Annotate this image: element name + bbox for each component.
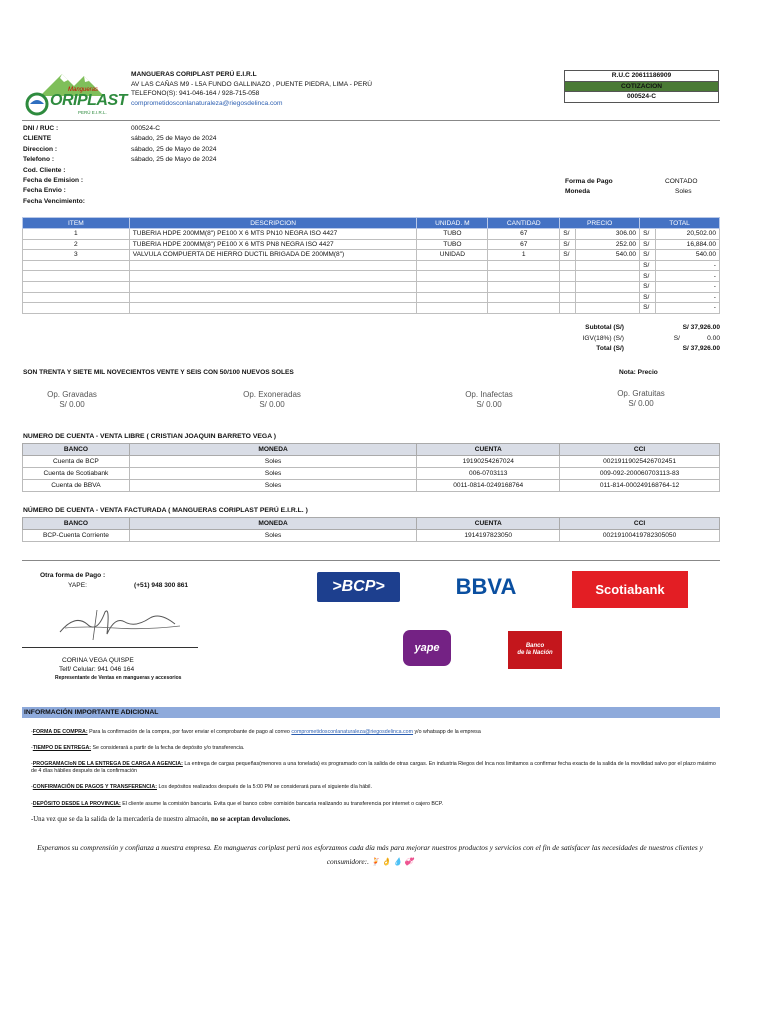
col-qty: CANTIDAD — [488, 218, 560, 229]
subtotal-label: Subtotal (S/) — [585, 324, 624, 331]
item-row — [23, 229, 720, 240]
signer-phone: Telf/ Celular: 941 046 164 — [59, 666, 135, 673]
divider — [22, 560, 720, 561]
col-desc: DESCRIPCION — [129, 218, 417, 229]
item-item — [23, 303, 130, 314]
doc-type: COTIZACION — [564, 82, 719, 93]
item-row — [23, 292, 720, 303]
item-cur — [560, 260, 576, 271]
item-item — [23, 271, 130, 282]
item-cur2: S/ — [640, 292, 656, 303]
item-price — [576, 281, 640, 292]
item-desc — [129, 292, 417, 303]
item-row — [23, 303, 720, 314]
client-row — [23, 197, 216, 207]
item-unit: TUBO — [417, 239, 488, 250]
item-cur2: S/ — [640, 260, 656, 271]
account-bank: BCP-Cuenta Corriente — [23, 530, 130, 542]
item-unit — [417, 292, 488, 303]
item-total: - — [656, 292, 720, 303]
totals-block — [548, 323, 720, 355]
op-gravadas: Op. Gravadas S/ 0.00 — [47, 390, 97, 409]
logo-text: ORIPLAST — [50, 92, 127, 109]
item-total: - — [656, 303, 720, 314]
note-devoluciones: -Una vez que se da la salida de la mercadería de nuestro almacén, no se aceptan devoluciones. — [31, 816, 291, 823]
client-info — [23, 124, 216, 207]
ruc-box — [564, 70, 719, 103]
company-address: AV LAS CAÑAS M9 - L5A FUNDO GALLINAZO , PUENTE PIEDRA, LIMA - PERÚ — [131, 80, 372, 88]
note-forma-compra: -FORMA DE COMPRA: Para la confirmación de la compra, por favor enviar el comprobante de pago al correo comprometidosconlanaturaleza@riegosdelinca.com y/o whatsapp de la empresa — [31, 729, 481, 735]
account-account: 19190254267024 — [417, 456, 560, 468]
total-label: Total (S/) — [596, 345, 624, 352]
client-row — [23, 134, 216, 144]
item-cur — [560, 292, 576, 303]
account-bank: Cuenta de Scotiabank — [23, 468, 130, 480]
item-cur2: S/ — [640, 239, 656, 250]
account-row — [23, 530, 720, 542]
item-price — [576, 260, 640, 271]
logo-subtext: PERÚ E.I.R.L. — [78, 110, 107, 115]
item-cur2: S/ — [640, 250, 656, 261]
item-price: 540.00 — [576, 250, 640, 261]
client-value: sábado, 25 de Mayo de 2024 — [131, 156, 217, 164]
item-total: - — [656, 271, 720, 282]
note-confirmacion: -CONFIRMACIÓN DE PAGOS Y TRANSFERENCIA: Los depósitos realizados después de la 5:00 PM se considerará para el siguiente día hábil. — [31, 784, 372, 790]
account-currency: Soles — [129, 530, 416, 542]
item-cur2: S/ — [640, 303, 656, 314]
item-row — [23, 281, 720, 292]
signature-icon — [55, 604, 185, 644]
col-price: PRECIO — [560, 218, 640, 229]
op-inafectas: Op. Inafectas S/ 0.00 — [465, 390, 513, 409]
item-qty — [488, 260, 560, 271]
item-qty: 67 — [488, 229, 560, 240]
currency-value: Soles — [675, 188, 692, 195]
company-name: MANGUERAS CORIPLAST PERÚ E.I.R.L — [131, 71, 257, 78]
important-info-title: INFORMACIÓN IMPORTANTE ADICIONAL — [22, 707, 720, 718]
company-phones: TELEFONO(S): 941-046-164 / 928-715-058 — [131, 90, 260, 98]
item-row — [23, 260, 720, 271]
col-cci: CCI — [560, 444, 720, 456]
col-currency: MONEDA — [129, 444, 416, 456]
item-item: 1 — [23, 229, 130, 240]
item-qty — [488, 303, 560, 314]
yape-label: YAPE: — [68, 582, 87, 589]
bbva-logo: BBVA — [455, 574, 517, 599]
account-cci: 011-814-000249168764-12 — [560, 480, 720, 492]
item-cur — [560, 271, 576, 282]
item-total: 16,884.00 — [656, 239, 720, 250]
account-cci: 00219119025426702451 — [560, 456, 720, 468]
item-desc: VALVULA COMPUERTA DE HIERRO DUCTIL BRIGADA DE 200MM(8") — [129, 250, 417, 261]
currency-label: Moneda — [565, 188, 590, 195]
account-cci: 00219100419782305050 — [560, 530, 720, 542]
item-desc: TUBERIA HDPE 200MM(8") PE100 X 6 MTS PN8 NEGRA ISO 4427 — [129, 239, 417, 250]
col-cci: CCI — [560, 518, 720, 530]
subtotal-value: S/ 37,926.00 — [682, 324, 720, 331]
logo-script: Mangueras — [68, 87, 99, 93]
payment-value: CONTADO — [665, 178, 698, 185]
account-currency: Soles — [129, 468, 416, 480]
col-currency: MONEDA — [129, 518, 416, 530]
item-item — [23, 292, 130, 303]
igv-value: 0.00 — [707, 334, 720, 342]
item-unit — [417, 303, 488, 314]
note-provincia: -DEPÓSITO DESDE LA PROVINCIA: El cliente asume la comisión bancaria. Evita que el banco cobre comisión bancaria realizando su transferencia por internet o cajero BCP. — [31, 801, 444, 807]
col-total: TOTAL — [640, 218, 720, 229]
client-row — [23, 176, 216, 186]
client-row — [23, 166, 216, 176]
item-unit: UNIDAD — [417, 250, 488, 261]
client-label: Fecha Vencimiento: — [23, 197, 85, 205]
item-qty: 67 — [488, 239, 560, 250]
item-row — [23, 239, 720, 250]
item-total: - — [656, 281, 720, 292]
accounts-invoiced-table — [22, 517, 720, 542]
col-unit: UNIDAD. M — [417, 218, 488, 229]
item-unit — [417, 260, 488, 271]
item-qty — [488, 292, 560, 303]
item-item — [23, 260, 130, 271]
item-qty: 1 — [488, 250, 560, 261]
item-price: 306.00 — [576, 229, 640, 240]
note-tiempo-entrega: -TIEMPO DE ENTREGA: Se considerará a partir de la fecha de depósito y/o transferencia. — [31, 745, 245, 751]
item-price — [576, 271, 640, 282]
item-item — [23, 281, 130, 292]
col-account: CUENTA — [417, 518, 560, 530]
item-total: 540.00 — [656, 250, 720, 261]
yape-number: (+51) 948 300 861 — [134, 582, 189, 589]
payment-info — [565, 177, 697, 197]
account-row — [23, 456, 720, 468]
bcp-logo: >BCP> — [317, 572, 400, 602]
col-bank: BANCO — [23, 444, 130, 456]
item-unit — [417, 281, 488, 292]
ruc-number: R.U.C 20611186909 — [564, 70, 719, 82]
item-qty — [488, 281, 560, 292]
item-price — [576, 303, 640, 314]
account-row — [23, 468, 720, 480]
client-label: Fecha de Emision : — [23, 177, 84, 185]
client-label: DNI / RUC : — [23, 125, 59, 132]
item-qty — [488, 271, 560, 282]
item-unit — [417, 271, 488, 282]
accounts-invoiced-title: NÚMERO DE CUENTA - VENTA FACTURADA ( MANGUERAS CORIPLAST PERÚ E.I.R.L. ) — [23, 507, 308, 514]
item-desc — [129, 303, 417, 314]
item-unit: TUBO — [417, 229, 488, 240]
igv-currency: S/ — [673, 334, 680, 342]
amount-in-words: SON TRENTA Y SIETE MIL NOVECIENTOS VENTE Y SEIS CON 50/100 NUEVOS SOLES — [23, 369, 294, 376]
client-row — [23, 145, 216, 155]
item-cur2: S/ — [640, 271, 656, 282]
accounts-free-title: NUMERO DE CUENTA - VENTA LIBRE ( CRISTIAN JOAQUIN BARRETO VEGA ) — [23, 433, 277, 440]
email-link[interactable]: comprometidosconlanaturaleza@riegosdelinca.com — [291, 729, 414, 735]
item-item: 2 — [23, 239, 130, 250]
item-cur: S/ — [560, 250, 576, 261]
other-payment-title: Otra forma de Pago : — [40, 572, 106, 579]
scotiabank-logo: Scotiabank — [572, 571, 688, 608]
closing-message: Esperamos su comprensión y confianza a nuestra empresa. En mangueras coriplast perú nos esforzamos cada día más para mejorar nuestros productos y servicios con el fin de satisfacer las necesidades de nuestros clientes y consumidore:. 🍹 👌 💧 💞 — [37, 843, 703, 866]
yape-logo: yape — [403, 630, 451, 666]
item-cur2: S/ — [640, 229, 656, 240]
divider — [22, 120, 720, 121]
op-gratuitas: Op. Gratuitas S/ 0.00 — [617, 389, 665, 408]
note-programacion: -PROGRAMACIoN DE LA ENTREGA DE CARGA A AGENCIA: La entrega de cargas pequeñas(menores a una tonelada) es programado con la salida de otras cargas. En industria Riegos del Inca nos limitamos a confirmar fecha exacta de la salida de la movilidad salvo por el plazo máximo de 4 días hábiles después de la confirmación — [31, 761, 716, 774]
items-table — [22, 217, 720, 314]
item-cur: S/ — [560, 239, 576, 250]
item-price: 252.00 — [576, 239, 640, 250]
account-bank: Cuenta de BCP — [23, 456, 130, 468]
client-label: Cod. Cliente : — [23, 166, 66, 174]
client-value: sábado, 25 de Mayo de 2024 — [131, 135, 217, 143]
item-desc — [129, 281, 417, 292]
item-total: - — [656, 260, 720, 271]
op-exoneradas: Op. Exoneradas S/ 0.00 — [243, 390, 301, 409]
accounts-free-table — [22, 443, 720, 492]
account-bank: Cuenta de BBVA — [23, 480, 130, 492]
client-value: sábado, 25 de Mayo de 2024 — [131, 145, 217, 153]
col-item: ITEM — [23, 218, 130, 229]
client-label: CLIENTE — [23, 135, 52, 143]
item-desc: TUBERIA HDPE 200MM(8") PE100 X 6 MTS PN10 NEGRA ISO 4427 — [129, 229, 417, 240]
client-value: 000524-C — [131, 125, 160, 132]
account-cci: 009-092-200060703113-83 — [560, 468, 720, 480]
total-value: S/ 37,926.00 — [682, 345, 720, 352]
client-row — [23, 155, 216, 165]
igv-label: IGV(18%) (S/) — [582, 334, 624, 342]
account-currency: Soles — [129, 456, 416, 468]
item-desc — [129, 260, 417, 271]
signer-name: CORINA VEGA QUISPE — [62, 657, 134, 664]
account-currency: Soles — [129, 480, 416, 492]
account-account: 0011-0814-0249168764 — [417, 480, 560, 492]
signature-line — [22, 647, 198, 648]
col-account: CUENTA — [417, 444, 560, 456]
client-label: Telefono : — [23, 156, 55, 164]
item-cur — [560, 281, 576, 292]
item-row — [23, 250, 720, 261]
item-total: 20,502.00 — [656, 229, 720, 240]
client-row — [23, 124, 216, 134]
doc-number: 000524-C — [564, 92, 719, 103]
client-label: Fecha Envio : — [23, 187, 66, 195]
client-label: Direccion : — [23, 145, 58, 153]
account-row — [23, 480, 720, 492]
item-cur2: S/ — [640, 281, 656, 292]
item-row — [23, 271, 720, 282]
nota: Nota: Precio — [619, 369, 658, 376]
col-bank: BANCO — [23, 518, 130, 530]
item-cur: S/ — [560, 229, 576, 240]
account-account: 006-0703113 — [417, 468, 560, 480]
client-row — [23, 186, 216, 196]
item-cur — [560, 303, 576, 314]
account-account: 1914197823050 — [417, 530, 560, 542]
signer-role: Representante de Ventas en mangueras y accesorios — [55, 675, 182, 681]
banco-nacion-logo: Banco de la Nación — [508, 631, 562, 669]
payment-label: Forma de Pago — [565, 178, 613, 185]
item-desc — [129, 271, 417, 282]
item-price — [576, 292, 640, 303]
company-email[interactable]: comprometidosconlanaturaleza@riegosdelinca.com — [131, 99, 283, 107]
item-item: 3 — [23, 250, 130, 261]
company-block — [131, 70, 372, 108]
company-logo — [22, 66, 127, 124]
